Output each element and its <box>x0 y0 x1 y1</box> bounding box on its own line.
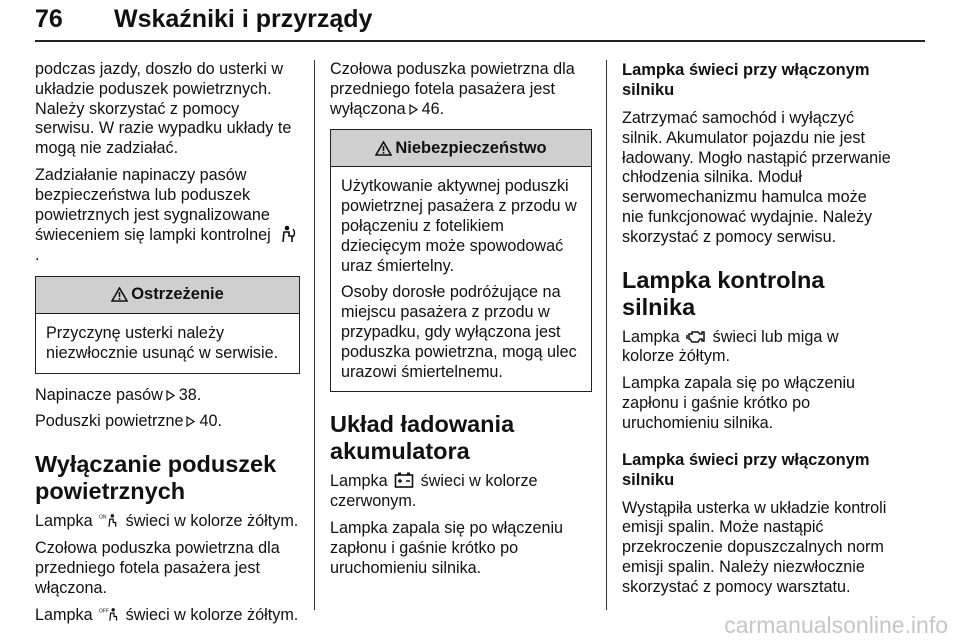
danger-box <box>330 129 592 392</box>
subheading: Lampka świeci przy włączonym silniku <box>622 61 870 99</box>
danger-header <box>331 130 591 167</box>
danger-text: Osoby dorosłe podróżujące na miejscu pasażera z przodu w przypadku, gdy wyłączona jest poduszka powietrzna, mogą ulec urazowi śmiertelnemu. <box>341 283 577 381</box>
paragraph: Zadziałanie napinaczy pasów bezpieczeństwa lub poduszek powietrznych jest sygnalizowane świeceniem się lampki kontrolnej . <box>35 166 300 266</box>
svg-text:OFF: OFF <box>99 608 110 615</box>
warning-triangle-icon <box>375 141 392 156</box>
paragraph: Czołowa poduszka powietrzna dla przedniego fotela pasażera jest włączona. <box>35 538 280 597</box>
column-1 <box>35 60 300 633</box>
warning-box <box>35 276 300 374</box>
paragraph: Wystąpiła usterka w układzie kontroli emisji spalin. Może nastąpić przekroczenie dopuszczalnych norm emisji spalin. Należy niezwłocznie skorzystać z pomocy warsztatu. <box>622 498 887 596</box>
page-ref-arrow-icon <box>409 104 418 115</box>
paragraph: Lampka OFF świeci w kolorze żółtym. <box>35 606 299 625</box>
paragraph: podczas jazdy, doszło do usterki w układzie poduszek powietrznych. Należy skorzystać z pomocy serwisu. W razie wypadku układy te mogą nie zadziałać. <box>35 60 292 158</box>
warning-title: Ostrzeżenie <box>131 285 224 304</box>
engine-icon <box>686 327 706 345</box>
danger-text: Użytkowanie aktywnej poduszki powietrznej pasażera z przodu w połączeniu z fotelikiem dziecięcym może spowodować uraz śmiertelny. <box>341 177 577 275</box>
page-ref-arrow-icon <box>166 390 175 401</box>
watermark: carmanualsonline.info <box>724 612 948 638</box>
paragraph: Czołowa poduszka powietrzna dla przedniego fotela pasażera jest wyłączona 46. <box>330 60 575 118</box>
paragraph: Lampka zapala się po włączeniu zapłonu i gaśnie krótko po uruchomieniu silnika. <box>622 374 856 432</box>
section-heading: Wyłączanie poduszek powietrznych <box>35 451 277 505</box>
svg-text:ON: ON <box>99 514 107 521</box>
cross-reference: Poduszki powietrzne 40. <box>35 412 222 431</box>
column-2 <box>330 60 592 585</box>
warning-header <box>36 277 299 314</box>
battery-icon <box>394 471 414 489</box>
paragraph: Lampka świeci lub miga w kolorze żółtym. <box>622 327 839 366</box>
page-header <box>35 1 925 45</box>
subheading: Lampka świeci przy włączonym silniku <box>622 450 870 489</box>
column-divider <box>606 60 607 610</box>
page-number: 76 <box>35 5 63 33</box>
warning-triangle-icon <box>111 287 128 302</box>
header-divider <box>35 40 925 42</box>
airbag-on-icon <box>99 511 119 529</box>
section-heading: Układ ładowania akumulatora <box>330 411 515 465</box>
page-title: Wskaźniki i przyrządy <box>114 5 373 33</box>
paragraph: Zatrzymać samochód i wyłączyć silnik. Akumulator pojazdu nie jest ładowany. Mogło nastąpić przerwanie chłodzenia silnika. Moduł serwomechanizmu hamulca może nie funkcjonować wydajnie. Należy skorzystać z pomocy serwisu. <box>622 109 891 246</box>
warning-text: Przyczynę usterki należy niezwłocznie usunąć w serwisie. <box>46 323 279 362</box>
cross-reference: Napinacze pasów 38. <box>35 385 202 404</box>
column-3 <box>622 60 892 605</box>
paragraph: Lampka ON świeci w kolorze żółtym. <box>35 512 299 531</box>
section-heading: Lampka kontrolna silnika <box>622 266 825 320</box>
danger-title: Niebezpieczeństwo <box>395 138 547 157</box>
column-divider <box>314 60 315 610</box>
airbag-off-icon <box>99 605 119 623</box>
page-ref-arrow-icon <box>186 416 195 427</box>
paragraph: Lampka świeci w kolorze czerwonym. <box>330 472 538 511</box>
airbag-seat-icon <box>277 225 297 243</box>
paragraph: Lampka zapala się po włączeniu zapłonu i gaśnie krótko po uruchomieniu silnika. <box>330 518 564 577</box>
